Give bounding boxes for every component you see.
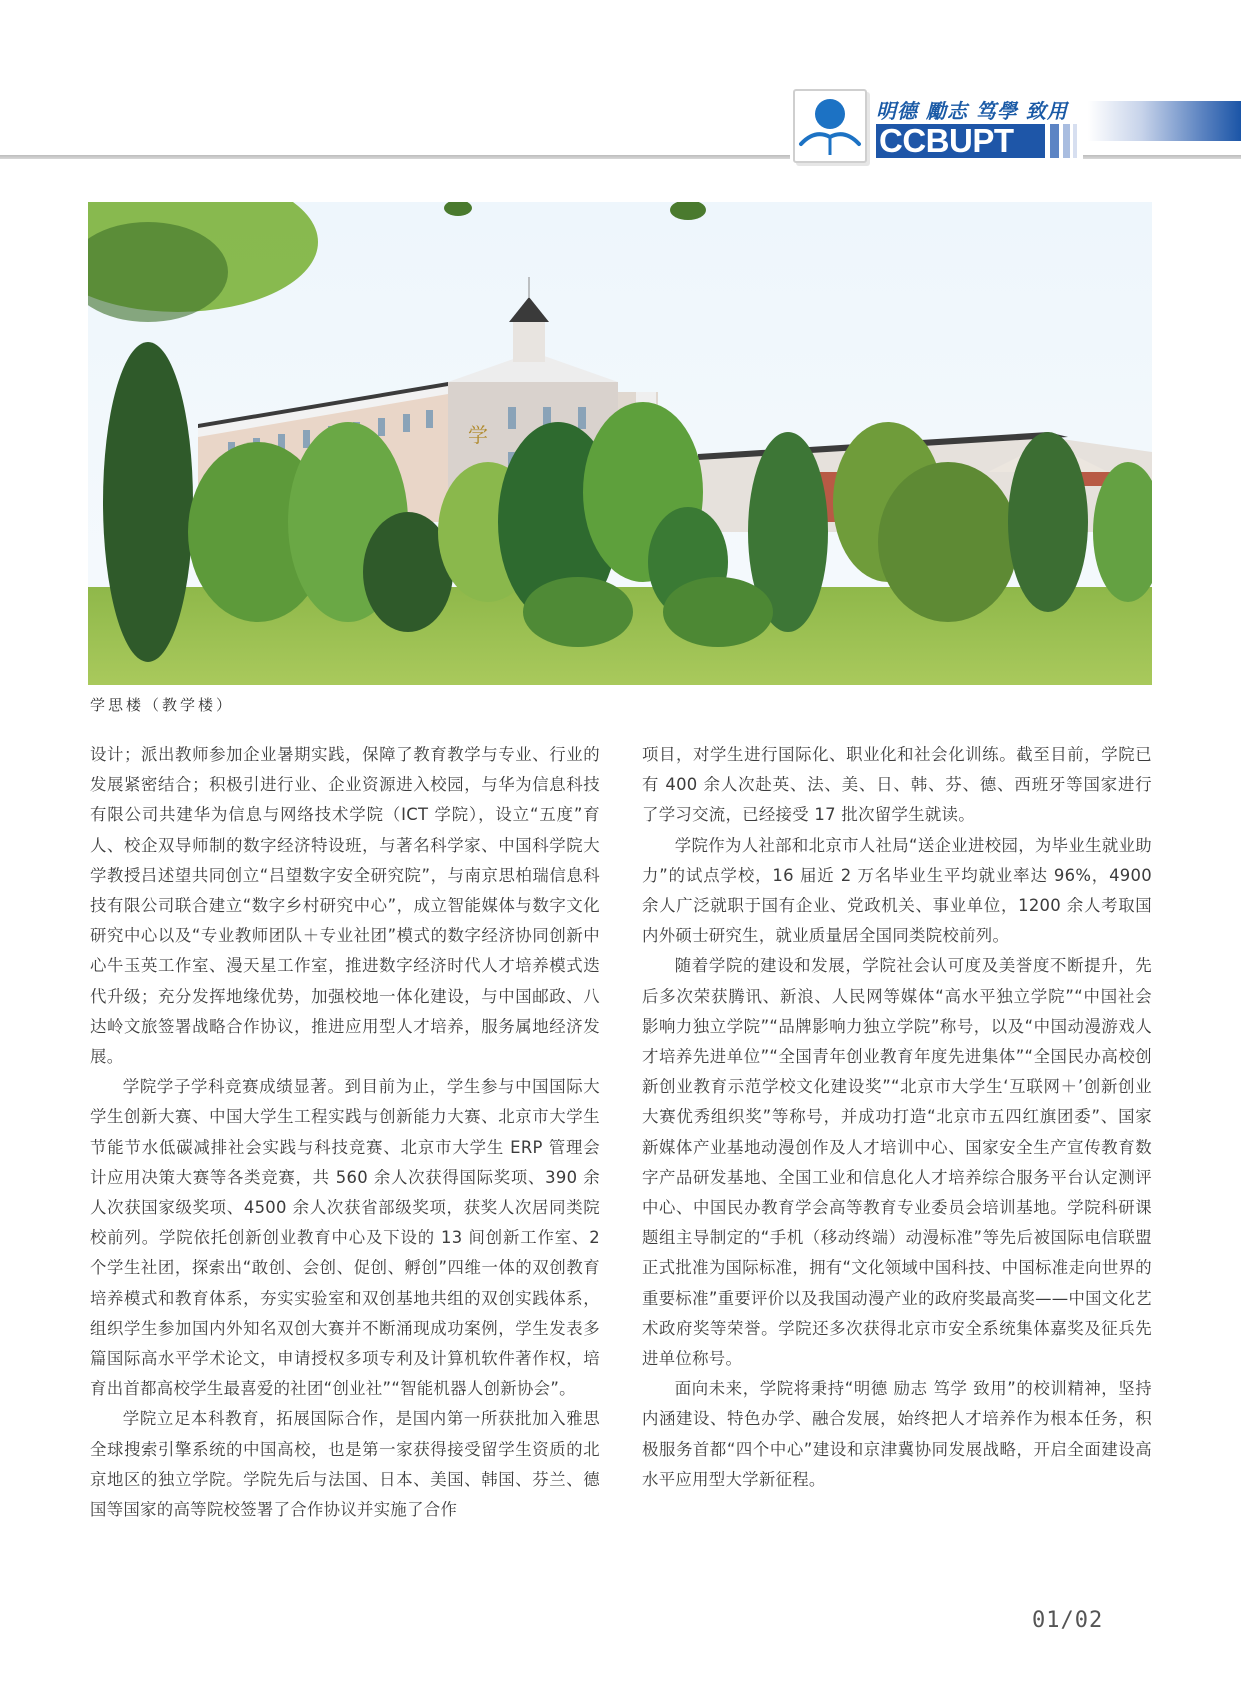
ccbupt-emblem-icon bbox=[793, 89, 867, 163]
article-left-column bbox=[90, 740, 600, 1525]
article-right-column bbox=[642, 740, 1152, 1495]
paragraph: 学院学子学科竞赛成绩显著。到目前为止，学生参与中国国际大学生创新大赛、中国大学生工程实践与创新能力大赛、北京市大学生节能节水低碳减排社会实践与科技竞赛、北京市大学生 ERP 管理会计应用决策大赛等各类竞赛，共 560 余人次获得国际奖项、390 余人次获国家级奖项、4500 余人次获省部级奖项，获奖人次居同类院校前列。学院依托创新创业教育中心及下设的 13 间创新工作室、2 个学生社团，探索出“敢创、会创、促创、孵创”四维一体的双创教育培养模式和教育体系，夯实实验室和双创基地共组的双创实践体系，组织学生参加国内外知名双创大赛并不断涌现成功案例，学生发表多篇国际高水平学术论文，申请授权多项专利及计算机软件著作权，培育出首都高校学生最喜爱的社团“创业社”“智能机器人创新协会”。 bbox=[90, 1077, 600, 1399]
paragraph: 面向未来，学院将秉持“明德 励志 笃学 致用”的校训精神，坚持内涵建设、特色办学、融合发展，始终把人才培养作为根本任务，积极服务首都“四个中心”建设和京津冀协同发展战略，开启全面建设高水平应用型大学新征程。 bbox=[642, 1379, 1152, 1489]
campus-photo bbox=[88, 202, 1152, 685]
logo-stripe bbox=[1063, 124, 1070, 158]
paragraph: 学院作为人社部和北京市人社局“送企业进校园，为毕业生就业助力”的试点学校，16 届近 2 万名毕业生平均就业率达 96%，4900 余人广泛就职于国有企业、党政机关、事业单位，1200 余人考取国内外硕士研究生，就业质量居全国同类院校前列。 bbox=[642, 835, 1152, 946]
logo-stripe bbox=[1050, 124, 1059, 158]
header-gradient-band bbox=[1088, 101, 1241, 141]
logo-stripe bbox=[1073, 124, 1077, 158]
header-rule-left bbox=[0, 155, 790, 159]
paragraph: 学院立足本科教育，拓展国际合作，是国内第一所获批加入雅思全球搜索引擎系统的中国高校，也是第一家获得接受留学生资质的北京地区的独立学院。学院先后与法国、日本、美国、韩国、芬兰、德国等国家的高等院校签署了合作协议并实施了合作 bbox=[90, 1409, 600, 1520]
photo-caption: 学思楼（教学楼） bbox=[90, 696, 235, 714]
paragraph: 随着学院的建设和发展，学院社会认可度及美誉度不断提升，先后多次荣获腾讯、新浪、人民网等媒体“高水平独立学院”“中国社会影响力独立学院”“品牌影响力独立学院”称号，以及“中国动漫游戏人才培养先进单位”“全国青年创业教育年度先进集体”“全国民办高校创新创业教育示范学校文化建设奖”“北京市大学生‘互联网＋’创新创业大赛优秀组织奖”等称号，并成功打造“北京市五四红旗团委”、国家新媒体产业基地动漫创作及人才培训中心、国家安全生产宣传教育数字产品研发基地、全国工业和信息化人才培养综合服务平台认定测评中心、中国民办教育学会高等教育专业委员会培训基地。学院科研课题组主导制定的“手机（移动终端）动漫标准”等先后被国际电信联盟正式批准为国际标准，拥有“文化领域中国科技、中国标准走向世界的重要标准”重要评价以及我国动漫产业的政府奖最高奖——中国文化艺术政府奖等荣誉。学院还多次获得北京市安全系统集体嘉奖及征兵先进单位称号。 bbox=[642, 956, 1152, 1369]
header-rule-right bbox=[1083, 155, 1241, 159]
logo-wordmark: CCBUPT bbox=[876, 124, 1045, 158]
paragraph: 设计；派出教师参加企业暑期实践，保障了教育教学与专业、行业的发展紧密结合；积极引进行业、企业资源进入校园，与华为信息科技有限公司共建华为信息与网络技术学院（ICT 学院），设立“五度”育人、校企双导师制的数字经济特设班，与著名科学家、中国科学院大学教授吕述望共同创立“吕望数字安全研究院”，与南京思柏瑞信息科技有限公司联合建立“数字乡村研究中心”，成立智能媒体与数字文化研究中心以及“专业教师团队＋专业社团”模式的数字经济协同创新中心牛玉英工作室、漫天星工作室，推进数字经济时代人才培养模式迭代升级；充分发挥地缘优势，加强校地一体化建设，与中国邮政、八达岭文旅签署战略合作协议，推进应用型人才培养，服务属地经济发展。 bbox=[90, 745, 600, 1067]
page-number: 01/02 bbox=[1032, 1608, 1104, 1633]
paragraph: 项目，对学生进行国际化、职业化和社会化训练。截至目前，学院已有 400 余人次赴英、法、美、日、韩、芬、德、西班牙等国家进行了学习交流，已经接受 17 批次留学生就读。 bbox=[642, 745, 1152, 825]
svg-text:学: 学 bbox=[468, 423, 488, 447]
school-motto: 明德 勵志 笃學 致用 bbox=[876, 99, 1068, 123]
